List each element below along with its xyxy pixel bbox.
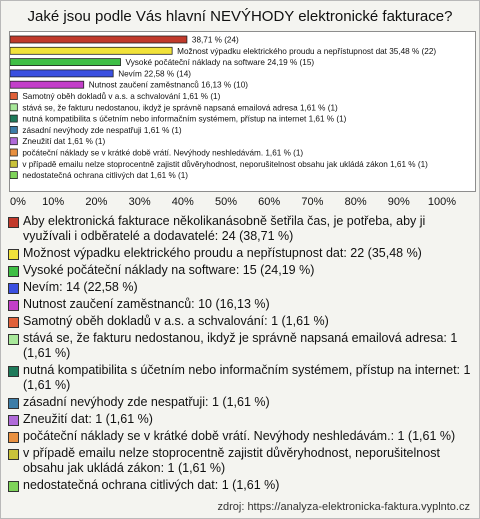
bar-4 [10, 81, 84, 88]
legend-item [8, 263, 473, 278]
legend-item [8, 331, 473, 361]
legend-swatch [8, 249, 19, 260]
bar-11 [10, 160, 17, 167]
legend-item [8, 446, 473, 476]
bar-7 [10, 115, 17, 122]
bar-2 [10, 59, 121, 66]
bar-label-1: Možnost výpadku elektrického proudu a nepřístupnost dat 35,48 % (22) [177, 46, 437, 56]
bar-label-2: Vysoké počáteční náklady na software 24,19 % (15) [125, 58, 315, 68]
bar-6 [10, 104, 17, 111]
legend-label: Aby elektronická fakturace několikanásobně šetřila čas, je potřeba, aby ji využívali i odběratelé a dodavatelé: 24 (38,71 %) [23, 214, 426, 243]
x-tick-label-5: 50% [214, 196, 238, 208]
bar-5 [10, 93, 17, 100]
legend-label: počáteční náklady se v krátké době vrátí. Nevýhody neshledávám.: 1 (1,61 %) [23, 429, 456, 443]
x-tick-label-0: 0% [10, 196, 26, 208]
legend-item [8, 297, 473, 312]
legend-swatch [8, 283, 19, 294]
source-note: zdroj: https://analyza-elektronicka-faktura.vyplnto.cz [217, 501, 470, 513]
legend-item [8, 246, 473, 261]
x-tick-label-10: 100% [427, 196, 457, 208]
bar-label-10: počáteční náklady se v krátké době vrátí. Nevýhody neshledávám. 1,61 % (1) [22, 148, 304, 158]
bar-3 [10, 70, 113, 77]
bar-label-9: Zneužití dat 1,61 % (1) [22, 137, 106, 147]
bar-0 [10, 36, 187, 43]
legend-swatch [8, 300, 19, 311]
legend-item [8, 280, 473, 295]
legend-swatch [8, 334, 19, 345]
bar-chart-svg [10, 32, 475, 191]
bar-label-7: nutná kompatibilita s účetním nebo informačním systémem, přístup na internet 1,61 % (1) [22, 114, 347, 124]
bar-1 [10, 47, 172, 54]
legend-swatch [8, 366, 19, 377]
legend-label: Vysoké počáteční náklady na software: 15 (24,19 %) [23, 263, 315, 277]
x-tick-label-1: 10% [42, 196, 65, 208]
bar-12 [10, 172, 17, 179]
legend-label: nutná kompatibilita s účetním nebo informačním systémem, přístup na internet: 1 (1,61 %) [23, 363, 471, 392]
legend-label: Možnost výpadku elektrického proudu a nepřístupnost dat: 22 (35,48 %) [23, 246, 422, 260]
bar-label-4: Nutnost zaučení zaměstnanců 16,13 % (10) [88, 80, 249, 90]
x-tick-label-3: 30% [128, 196, 151, 208]
bar-label-11: v případě emailu nelze stoprocentně zajistit důvěryhodnost, neporušitelnost obsahu jak ukládá zákon 1,61 % (1) [22, 159, 428, 169]
legend-swatch [8, 398, 19, 409]
bar-10 [10, 149, 17, 156]
x-tick-label-7: 70% [301, 196, 324, 208]
bar-9 [10, 138, 17, 145]
legend-label: Samotný oběh dokladů v a.s. a schvalování: 1 (1,61 %) [23, 314, 329, 328]
bar-label-0: 38,71 % (24) [191, 35, 239, 45]
x-tick-label-6: 60% [258, 196, 281, 208]
x-tick-label-2: 20% [85, 196, 108, 208]
legend-label: zásadní nevýhody zde nespatřuji: 1 (1,61 %) [23, 395, 270, 409]
legend-swatch [8, 217, 19, 228]
x-tick-label-8: 80% [344, 196, 367, 208]
legend-item [8, 478, 473, 493]
legend [8, 214, 473, 495]
legend-item [8, 214, 473, 244]
legend-item [8, 395, 473, 410]
legend-label: Nevím: 14 (22,58 %) [23, 280, 138, 294]
legend-label: v případě emailu nelze stoprocentně zajistit důvěryhodnost, neporušitelnost obsahu jak ukládá zákon: 1 (1,61 %) [23, 446, 440, 475]
legend-swatch [8, 415, 19, 426]
legend-label: Zneužití dat: 1 (1,61 %) [23, 412, 153, 426]
chart-title: Jaké jsou podle Vás hlavní NEVÝHODY elektronické fakturace? [27, 8, 453, 25]
x-tick-label-4: 40% [171, 196, 194, 208]
x-tick-label-9: 90% [387, 196, 410, 208]
bar-label-6: stává se, že fakturu nedostanou, ikdyž je správně napsaná emailová adresa 1,61 % (1) [22, 103, 338, 113]
legend-label: nedostatečná ochrana citlivých dat: 1 (1,61 %) [23, 478, 280, 492]
legend-swatch [8, 481, 19, 492]
legend-label: Nutnost zaučení zaměstnanců: 10 (16,13 %) [23, 297, 270, 311]
bar-label-8: zásadní nevýhody zde nespatřuji 1,61 % (1) [22, 125, 182, 135]
bar-label-5: Samotný oběh dokladů v a.s. a schvalování 1,61 % (1) [22, 92, 221, 101]
x-axis-svg [0, 193, 480, 209]
legend-item [8, 412, 473, 427]
legend-swatch [8, 317, 19, 328]
legend-label: stává se, že fakturu nedostanou, ikdyž je správně napsaná emailová adresa: 1 (1,61 %) [23, 331, 458, 360]
plot-area [9, 31, 476, 192]
legend-swatch [8, 266, 19, 277]
legend-swatch [8, 432, 19, 443]
x-axis [0, 193, 480, 209]
legend-item [8, 314, 473, 329]
bar-8 [10, 126, 17, 133]
legend-item [8, 363, 473, 393]
legend-swatch [8, 449, 19, 460]
bar-label-12: nedostatečná ochrana citlivých dat 1,61 % (1) [22, 171, 189, 181]
bar-label-3: Nevím 22,58 % (14) [118, 69, 192, 79]
legend-item [8, 429, 473, 444]
